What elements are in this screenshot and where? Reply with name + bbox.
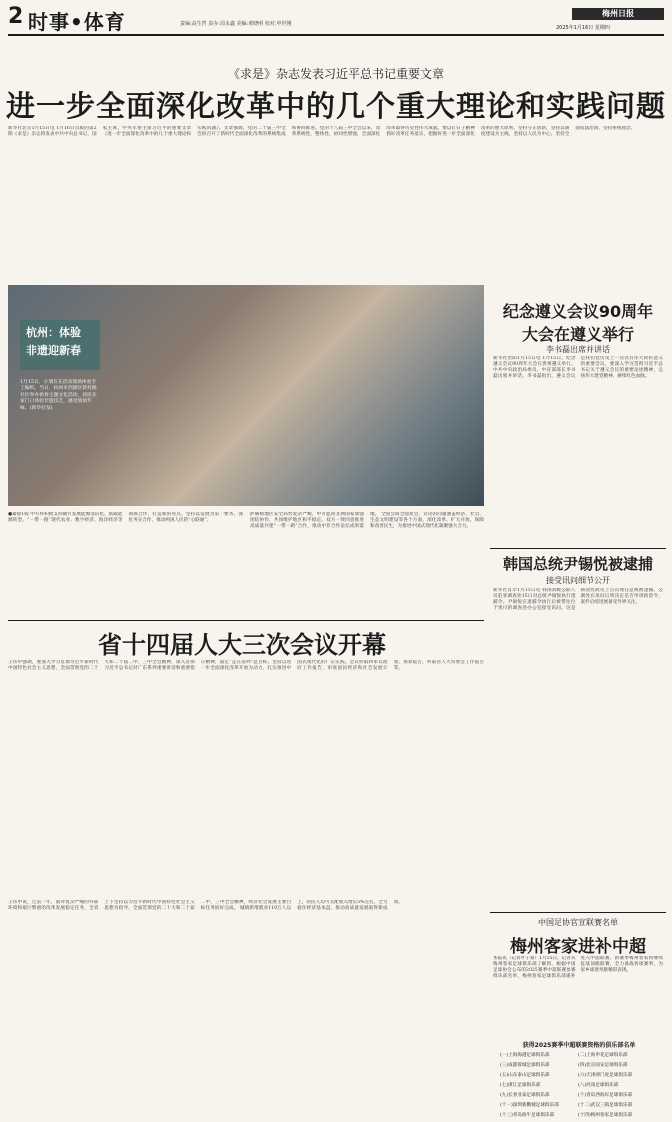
club-item: (十一)深圳新鹏城足球俱乐部 — [500, 1103, 559, 1108]
npc-e: 城镇新增就业110万人以上，居民人均可支配收入增长5%左右，全力稳住经济基本盘，推动高质量发展取得新成效。 — [240, 900, 403, 912]
zunyi-subtitle: 李书磊出席并讲话 — [546, 345, 610, 354]
section-title: 时事•体育 — [28, 10, 126, 34]
club-item: (二)上海申花足球俱乐部 — [578, 1053, 628, 1058]
zunyi-headline-2: 大会在遵义举行 — [521, 325, 634, 344]
npc-body-2 — [8, 900, 484, 1092]
club-table-title: 获得2025赛季中超联赛资格的俱乐部名单 — [522, 1042, 636, 1049]
lead-headline: 进一步全面深化改革中的几个重大理论和实践问题 — [5, 89, 666, 123]
meizhou-body: 本报讯（记者叶子豪）1月15日，记者从梅州客家足球俱乐部了解到，根据中国足球协会公布的2025赛季中超联赛参赛俱乐部名单，梅州客家足球俱乐部递补进入中超联赛。新赛季梅州客家将继续征战顶级联赛，全力备战各项赛事，为家乡球迷奉献精彩表现。 — [493, 956, 663, 980]
club-item: (十三)青岛海牛足球俱乐部 — [500, 1113, 555, 1118]
header-rule — [8, 34, 664, 36]
club-item: (十四)梅州客家足球俱乐部 — [578, 1113, 633, 1118]
korea-rule — [490, 548, 666, 549]
club-item: (一)上海海港足球俱乐部 — [500, 1053, 550, 1058]
lead-body: 新华社北京1月15日电 1月16日出版的第2期《求是》杂志将发表中共中央总书记、国家主席、中央军委主席习近平的重要文章《进一步全面深化改革中的几个重大理论和实践问题》。文章强调，党的二十届三中全会的召开了新时代全面深化改革的系统集成和协同推进。党的十八届三中全会以来，改革系统性、整体性、协同性增强，全面深化改革取得历史性伟大成就。要以钉钉子精神抓好改革任务落实，把握好进一步全面深化改革的重大原则，坚持守正创新，坚持以制度建设为主线，坚持以人民为中心，坚持全面依法治国，坚持系统观念。 — [8, 126, 636, 138]
club-item: (八)河南足球俱乐部 — [578, 1083, 619, 1088]
sahel-b: 萨赫勒地区安全局势复杂严峻，中方愿同非洲国家加强团结协作，共同维护地区和平稳定。双方一致同意推进高质量共建“一带一路”合作，推动中非合作论坛成果落地。 — [250, 512, 380, 530]
meizhou-subtitle: 中国足协官宣联赛名单 — [538, 918, 618, 927]
zunyi-body: 新华社贵阳1月15日电 1月15日，纪念遵义会议90周年大会在贵州遵义举行。中共中央政治局委员、中宣部部长李书磊出席并讲话。李书磊指出，遵义会议是我们党历史上一次具有伟大转折意义的重要会议，要深入学习贯彻习近平总书记关于遵义会议的重要论述精神，弘扬伟大建党精神，赓续红色血脉。 — [493, 356, 663, 380]
npc-headline: 省十四届人大三次会议开幕 — [98, 631, 386, 659]
sahel-body: ●紧接1版 中方将积极支持赣方发展能源清洁化、低碳能源转型，“一带一路”现代农业、数字经济、海洋经济等领域合作，打造新的亮点。坚持以发展为第一要务，深化务实合作，推动两国人民的“心联通”。 — [8, 512, 243, 524]
sahel-c: 全国会商全面复会，讨论的问题涵盖经济、社会、生态文明建设等各个方面，深化改革、扩大开放、保障和改善民生，为推进中国式现代化凝聚强大合力。 — [370, 512, 484, 530]
korea-headline: 韩国总统尹锡悦被逮捕 — [502, 555, 653, 573]
npc-body: 王伟中强调，要深入学习贯彻习近平新时代中国特色社会主义思想，全面贯彻党的二十大和二十届二中、三中全会精神，深入贯彻习近平总书记对广东系列重要讲话和重要指示精神，锚定“走在前列”总目标，坚持以进一步全面深化改革开放为动力，扎实推进中国式现代化的广东实践。会议听取和审议政府工作报告，审查国民经济和社会发展计划、预算报告，听取省人大常委会工作报告等。 — [8, 660, 484, 672]
photo-caption-title — [20, 320, 100, 370]
zunyi-headline-1: 纪念遵义会议90周年 — [502, 302, 654, 321]
club-table — [500, 1052, 660, 1122]
newspaper-logo: 梅州日报 — [572, 8, 664, 20]
issue-date: 2025年1月16日 星期四 — [556, 25, 610, 31]
page-number: 2 — [8, 4, 24, 29]
club-item: (四)北京国安足球俱乐部 — [578, 1063, 628, 1068]
npc-rule — [8, 620, 484, 621]
club-item: (三)成都蓉城足球俱乐部 — [500, 1063, 550, 1068]
photo-caption-body: 1月15日，小朋友在活动现场体验手工编织。当日，杭州市西湖区蒋村路社区举办新春主题文化活动，居民在家门口体验非遗技艺，感受浓浓年味。(新华社发) — [20, 380, 97, 411]
meizhou-rule — [490, 912, 666, 913]
club-item: (五)山东泰山足球俱乐部 — [500, 1073, 550, 1078]
club-item: (九)长春亚泰足球俱乐部 — [500, 1093, 550, 1098]
club-item: (七)浙江足球俱乐部 — [500, 1083, 541, 1088]
korea-subtitle: 接受讯问细节公开 — [546, 576, 610, 585]
korea-body: 新华社首尔1月15日电 韩国高级公职人员犯罪调查处15日对总统尹锡悦执行逮捕令。尹锡悦在逮捕令执行后被带往位于果川的调查处办公室接受讯问。这是韩国宪政史上首次现任总统被逮捕。公调处在讯问后将决定是否申请拘留令，案件后续进展备受外界关注。 — [493, 588, 663, 612]
sahel-body-2 — [250, 512, 484, 618]
club-item: (十)青岛西海岸足球俱乐部 — [578, 1093, 633, 1098]
caption-line-2: 非遗迎新春 — [26, 344, 81, 357]
npc-d: 王伟中说，过去一年，面对复杂严峻的外部环境和艰巨繁重的改革发展稳定任务，全省上下坚持以习近平新时代中国特色社会主义思想为指导，全面贯彻党的二十大和二十届二中、三中全会精神，经济社会发展主要目标任务较好完成。 — [8, 900, 292, 912]
club-item: (六)天津津门虎足球俱乐部 — [578, 1073, 633, 1078]
meizhou-headline: 梅州客家进补中超 — [510, 937, 646, 957]
caption-line-1: 杭州：体验 — [26, 326, 81, 339]
editor-meta: 责编:高生哲 责办:周永鑫 美编:黄晓明 校对:申世刚 — [180, 21, 292, 27]
club-item: (十二)武汉三镇足球俱乐部 — [578, 1103, 633, 1108]
lead-subtitle: 《求是》杂志发表习近平总书记重要文章 — [227, 67, 444, 81]
